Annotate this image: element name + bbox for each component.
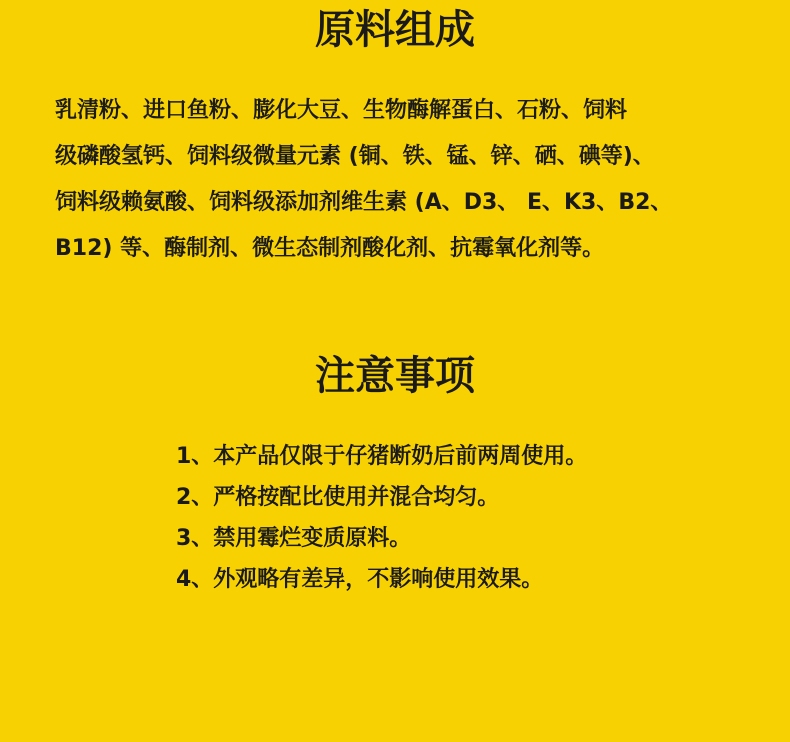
ingredients-title: 原料组成	[315, 7, 475, 53]
note-item: 2、严格按配比使用并混合均匀。	[176, 485, 500, 510]
ingredients-line: B12) 等、酶制剂、微生态制剂酸化剂、抗霉氧化剂等。	[55, 236, 605, 261]
ingredients-line: 饲料级赖氨酸、饲料级添加剂维生素 (A、D3、 E、K3、B2、	[55, 190, 673, 215]
ingredients-line: 级磷酸氢钙、饲料级微量元素 (铜、铁、锰、锌、硒、碘等)、	[55, 144, 655, 169]
note-item: 1、本产品仅限于仔猪断奶后前两周使用。	[176, 444, 588, 469]
note-item: 4、外观略有差异，不影响使用效果。	[176, 567, 544, 592]
notes-list	[176, 436, 587, 600]
notes-title: 注意事项	[315, 353, 475, 399]
ingredients-paragraph	[55, 88, 755, 272]
ingredients-line: 乳清粉、进口鱼粉、膨化大豆、生物酶解蛋白、石粉、饲料	[55, 98, 628, 123]
note-item: 3、禁用霉烂变质原料。	[176, 526, 412, 551]
